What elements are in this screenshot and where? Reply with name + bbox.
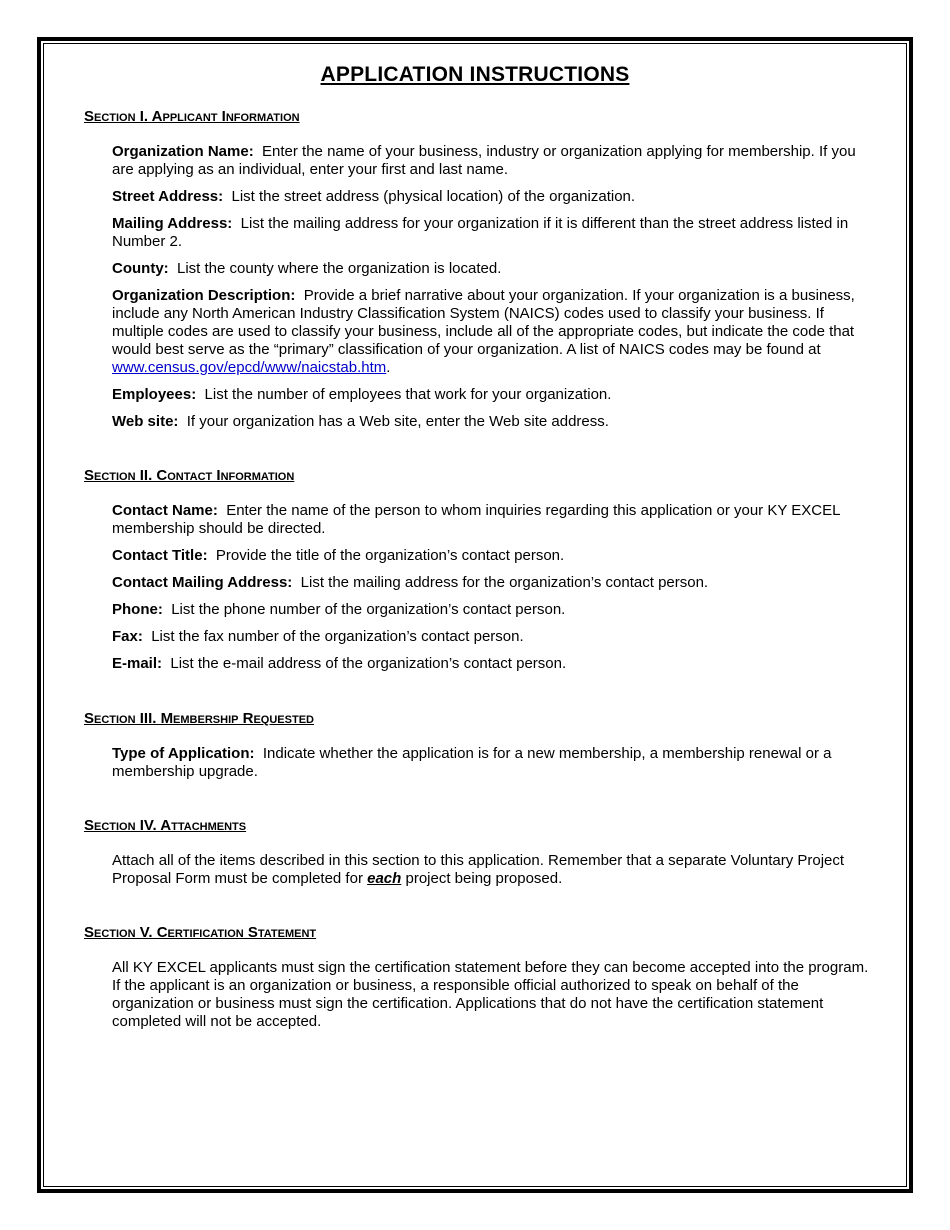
section-heading: Section III. Membership Requested: [84, 710, 314, 727]
instruction-street-address: [112, 188, 874, 206]
instruction-contact-name: [112, 502, 874, 538]
attachments-paragraph: [112, 852, 874, 888]
instruction-email: [112, 655, 874, 673]
instruction-organization-description: [112, 287, 874, 377]
field-description: List the fax number of the organization’s contact person.: [151, 628, 524, 645]
field-label: E-mail:: [112, 655, 163, 672]
instruction-type-of-application: [112, 745, 874, 781]
paragraph-text: project being proposed.: [405, 870, 563, 887]
field-label: Contact Mailing Address:: [112, 574, 293, 591]
paragraph-text: Attach all of the items described in this section to this application. Remember that a separate Voluntary Project Proposal Form must be completed for: [112, 852, 845, 887]
instruction-mailing-address: [112, 215, 874, 251]
field-description: If your organization has a Web site, enter the Web site address.: [186, 413, 609, 430]
field-label: Organization Name:: [112, 143, 254, 160]
instruction-phone: [112, 601, 874, 619]
field-label: Contact Title:: [112, 547, 208, 564]
field-description: List the phone number of the organization’s contact person.: [171, 601, 566, 618]
section-heading: Section II. Contact Information: [84, 467, 295, 484]
field-label: Type of Application:: [112, 745, 255, 762]
field-label: Mailing Address:: [112, 215, 233, 232]
instruction-web-site: [112, 413, 874, 431]
section-certification-statement: [84, 924, 874, 1040]
instruction-contact-title: [112, 547, 874, 565]
field-description: List the street address (physical location) of the organization.: [231, 188, 636, 205]
field-description: Enter the name of the person to whom inquiries regarding this application or your KY EXCEL membership should be directed.: [112, 502, 840, 537]
field-description: List the number of employees that work for your organization.: [204, 386, 612, 403]
naics-link[interactable]: www.census.gov/epcd/www/naicstab.htm: [112, 359, 387, 376]
field-description: List the mailing address for your organization if it is different than the street address listed in Number 2.: [112, 215, 849, 250]
page-title: APPLICATION INSTRUCTIONS: [320, 63, 630, 86]
section-membership-requested: [84, 710, 874, 790]
section-applicant-information: [84, 108, 874, 440]
field-description: Indicate whether the application is for a new membership, a membership renewal or a membership upgrade.: [112, 745, 832, 780]
instruction-county: [112, 260, 874, 278]
field-label: Web site:: [112, 413, 179, 430]
field-description: Provide the title of the organization’s contact person.: [215, 547, 565, 564]
section-attachments: [84, 817, 874, 897]
section-heading: Section V. Certification Statement: [84, 924, 317, 941]
field-label: Fax:: [112, 628, 143, 645]
field-label: Street Address:: [112, 188, 224, 205]
emphasis-text: each: [367, 870, 402, 887]
field-label: Contact Name:: [112, 502, 218, 519]
field-description: Enter the name of your business, industry or organization applying for membership. If you are applying as an individual, enter your first and last name.: [112, 143, 856, 178]
certification-paragraph: All KY EXCEL applicants must sign the certification statement before they can become accepted into the program. If the applicant is an organization or business, a responsible official authorized to speak on behalf of the organization or business must sign the certification. Applications that do not have the certification statement completed will not be accepted.: [112, 959, 869, 1030]
field-label: County:: [112, 260, 169, 277]
section-heading: Section IV. Attachments: [84, 817, 247, 834]
field-description: List the e-mail address of the organization’s contact person.: [170, 655, 567, 672]
field-label: Phone:: [112, 601, 163, 618]
field-label: Organization Description:: [112, 287, 296, 304]
instruction-contact-mailing-address: [112, 574, 874, 592]
field-label: Employees:: [112, 386, 197, 403]
section-heading: Section I. Applicant Information: [84, 108, 300, 125]
field-description: Provide a brief narrative about your organization. If your organization is a business, include any North American Industry Classification System (NAICS) codes used to classify your business. If multiple codes are used to classify your business, include all of the appropriate codes, but indicate the code that would best serve as the “primary” classification of your organization. A list of NAICS codes may be found at: [112, 287, 855, 358]
instruction-fax: [112, 628, 874, 646]
field-description: List the mailing address for the organization’s contact person.: [300, 574, 709, 591]
instruction-employees: [112, 386, 874, 404]
instruction-organization-name: [112, 143, 874, 179]
punctuation: .: [386, 359, 391, 376]
field-description: List the county where the organization is located.: [177, 260, 502, 277]
section-contact-information: [84, 467, 874, 682]
